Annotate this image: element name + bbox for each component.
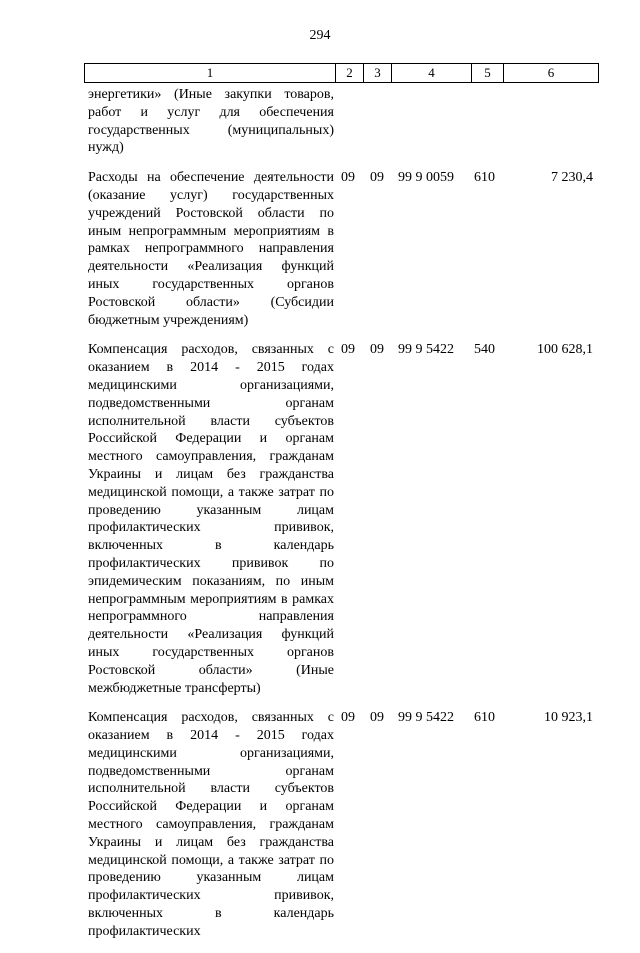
row-target-article: 99 9 0059 [398,170,454,186]
row-section: 09 [341,342,355,358]
header-col-6: 6 [547,65,555,80]
row-subsection: 09 [370,342,384,358]
row-description: Расходы на обеспечение деятельности (оказание услуг) государственных учреждений Ростовской области по иным непрограммным мероприятиям в рамках непрограммного направления деятельности «Реализация функций иных государственных органов Ростовской области» (Субсидии бюджетным учреждениям) [88,170,334,328]
header-col-3: 3 [364,64,392,82]
row-target-article: 99 9 5422 [398,342,454,358]
row-amount: 10 923,1 [544,710,593,726]
page-number: 294 [309,28,331,43]
row-description: Компенсация расходов, связанных с оказанием в 2014 - 2015 годах медицинскими организациями, подведомственными органам исполнительной власти субъектов Российской Федерации и органам местного самоуправления, гражданам Украины и лицам без гражданства медицинской помощи, а также затрат по проведению указанным лицам профилактических прививок, включенных в календарь профилактических [88,710,334,939]
row-subsection: 09 [370,710,384,726]
row-section: 09 [341,710,355,726]
row-description: энергетики» (Иные закупки товаров, работ и услуг для обеспечения государственных (муниципальных) нужд) [88,87,334,156]
row-amount: 7 230,4 [551,170,593,186]
row-expense-type: 610 [474,710,495,726]
row-expense-type: 610 [474,170,495,186]
header-col-5: 5 [472,64,504,82]
row-section: 09 [341,170,355,186]
table-body [84,86,599,953]
row-amount: 100 628,1 [537,342,593,358]
header-col-1: 1 [85,64,336,82]
table-row [84,86,599,157]
row-target-article: 99 9 5422 [398,710,454,726]
table-row [84,709,599,940]
table-row [84,169,599,329]
row-description: Компенсация расходов, связанных с оказанием в 2014 - 2015 годах медицинскими организациями, подведомственными органам исполнительной власти субъектов Российской Федерации и органам местного самоуправления, гражданам Украины и лицам без гражданства медицинской помощи, а также затрат по проведению указанным лицам профилактических прививок, включенных в календарь профилактических прививок по эпидемическим показаниям, по иным непрограммным мероприятиям в рамках непрограммного направления деятельности «Реализация функций иных государственных органов Ростовской области» (Иные межбюджетные трансферты) [88,342,334,696]
header-col-4: 4 [392,64,472,82]
row-subsection: 09 [370,170,384,186]
row-expense-type: 540 [474,342,495,358]
header-col-2: 2 [336,64,364,82]
table-header [84,63,599,83]
table-row [84,341,599,697]
